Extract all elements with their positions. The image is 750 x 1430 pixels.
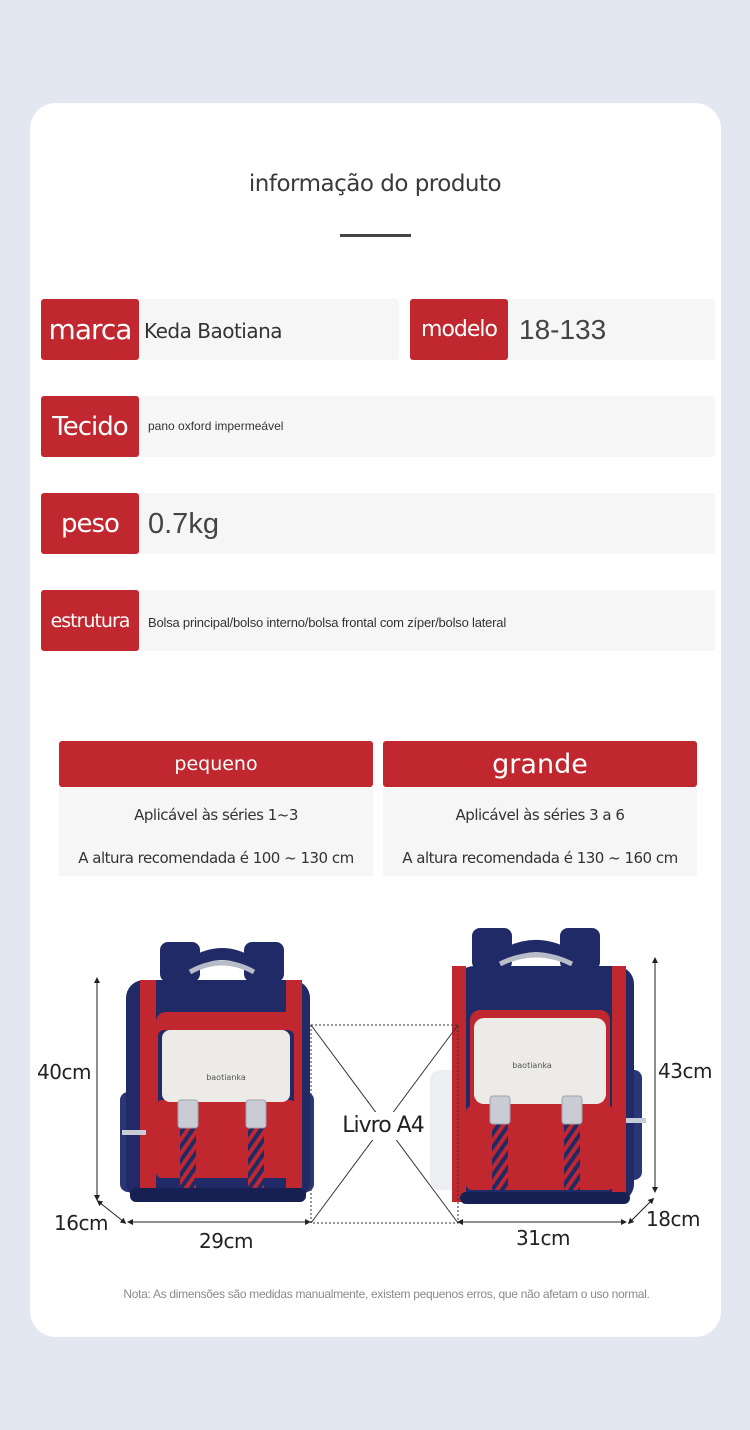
small-backpack-image <box>120 942 314 1202</box>
small-width-label: 29cm <box>199 1229 253 1253</box>
weight-row <box>41 493 715 554</box>
large-width-label: 31cm <box>516 1226 570 1250</box>
small-depth-label: 16cm <box>54 1211 108 1235</box>
fabric-label: Tecido <box>41 396 139 457</box>
size-height-large: A altura recomendada é 130 ~ 160 cm <box>402 849 678 867</box>
model-label: modelo <box>410 299 508 360</box>
footer-note: Nota: As dimensões são medidas manualmente, existem pequenos erros, que não afetam o uso normal. <box>123 1287 650 1301</box>
fabric-row <box>41 396 715 457</box>
fabric-value: pano oxford impermeável <box>148 419 284 433</box>
page-title: informação do produto <box>248 171 502 197</box>
small-height-label: 40cm <box>37 1060 91 1084</box>
structure-label: estrutura <box>41 590 139 651</box>
brand-label: marca <box>41 299 139 360</box>
a4-book-label: Livro A4 <box>342 1113 424 1138</box>
backpack-dimension-illustration <box>0 920 750 1260</box>
size-grades-small: Aplicável às séries 1~3 <box>134 806 298 824</box>
structure-value: Bolsa principal/bolso interno/bolsa frontal com zíper/bolso lateral <box>148 615 507 630</box>
model-value: 18-133 <box>519 314 607 345</box>
size-grades-large: Aplicável às séries 3 a 6 <box>455 806 625 824</box>
large-depth-label: 18cm <box>646 1207 700 1231</box>
size-height-small: A altura recomendada é 100 ~ 130 cm <box>78 849 354 867</box>
size-name-small: pequeno <box>59 741 373 787</box>
title-underline <box>340 234 411 237</box>
weight-label: peso <box>41 493 139 554</box>
weight-value: 0.7kg <box>148 508 219 540</box>
brand-value: Keda Baotiana <box>144 319 283 343</box>
large-height-label: 43cm <box>658 1059 712 1083</box>
small-backpack-logo: baotianka <box>206 1073 246 1082</box>
large-backpack-logo: baotianka <box>512 1061 552 1070</box>
size-name-large: grande <box>383 741 697 787</box>
